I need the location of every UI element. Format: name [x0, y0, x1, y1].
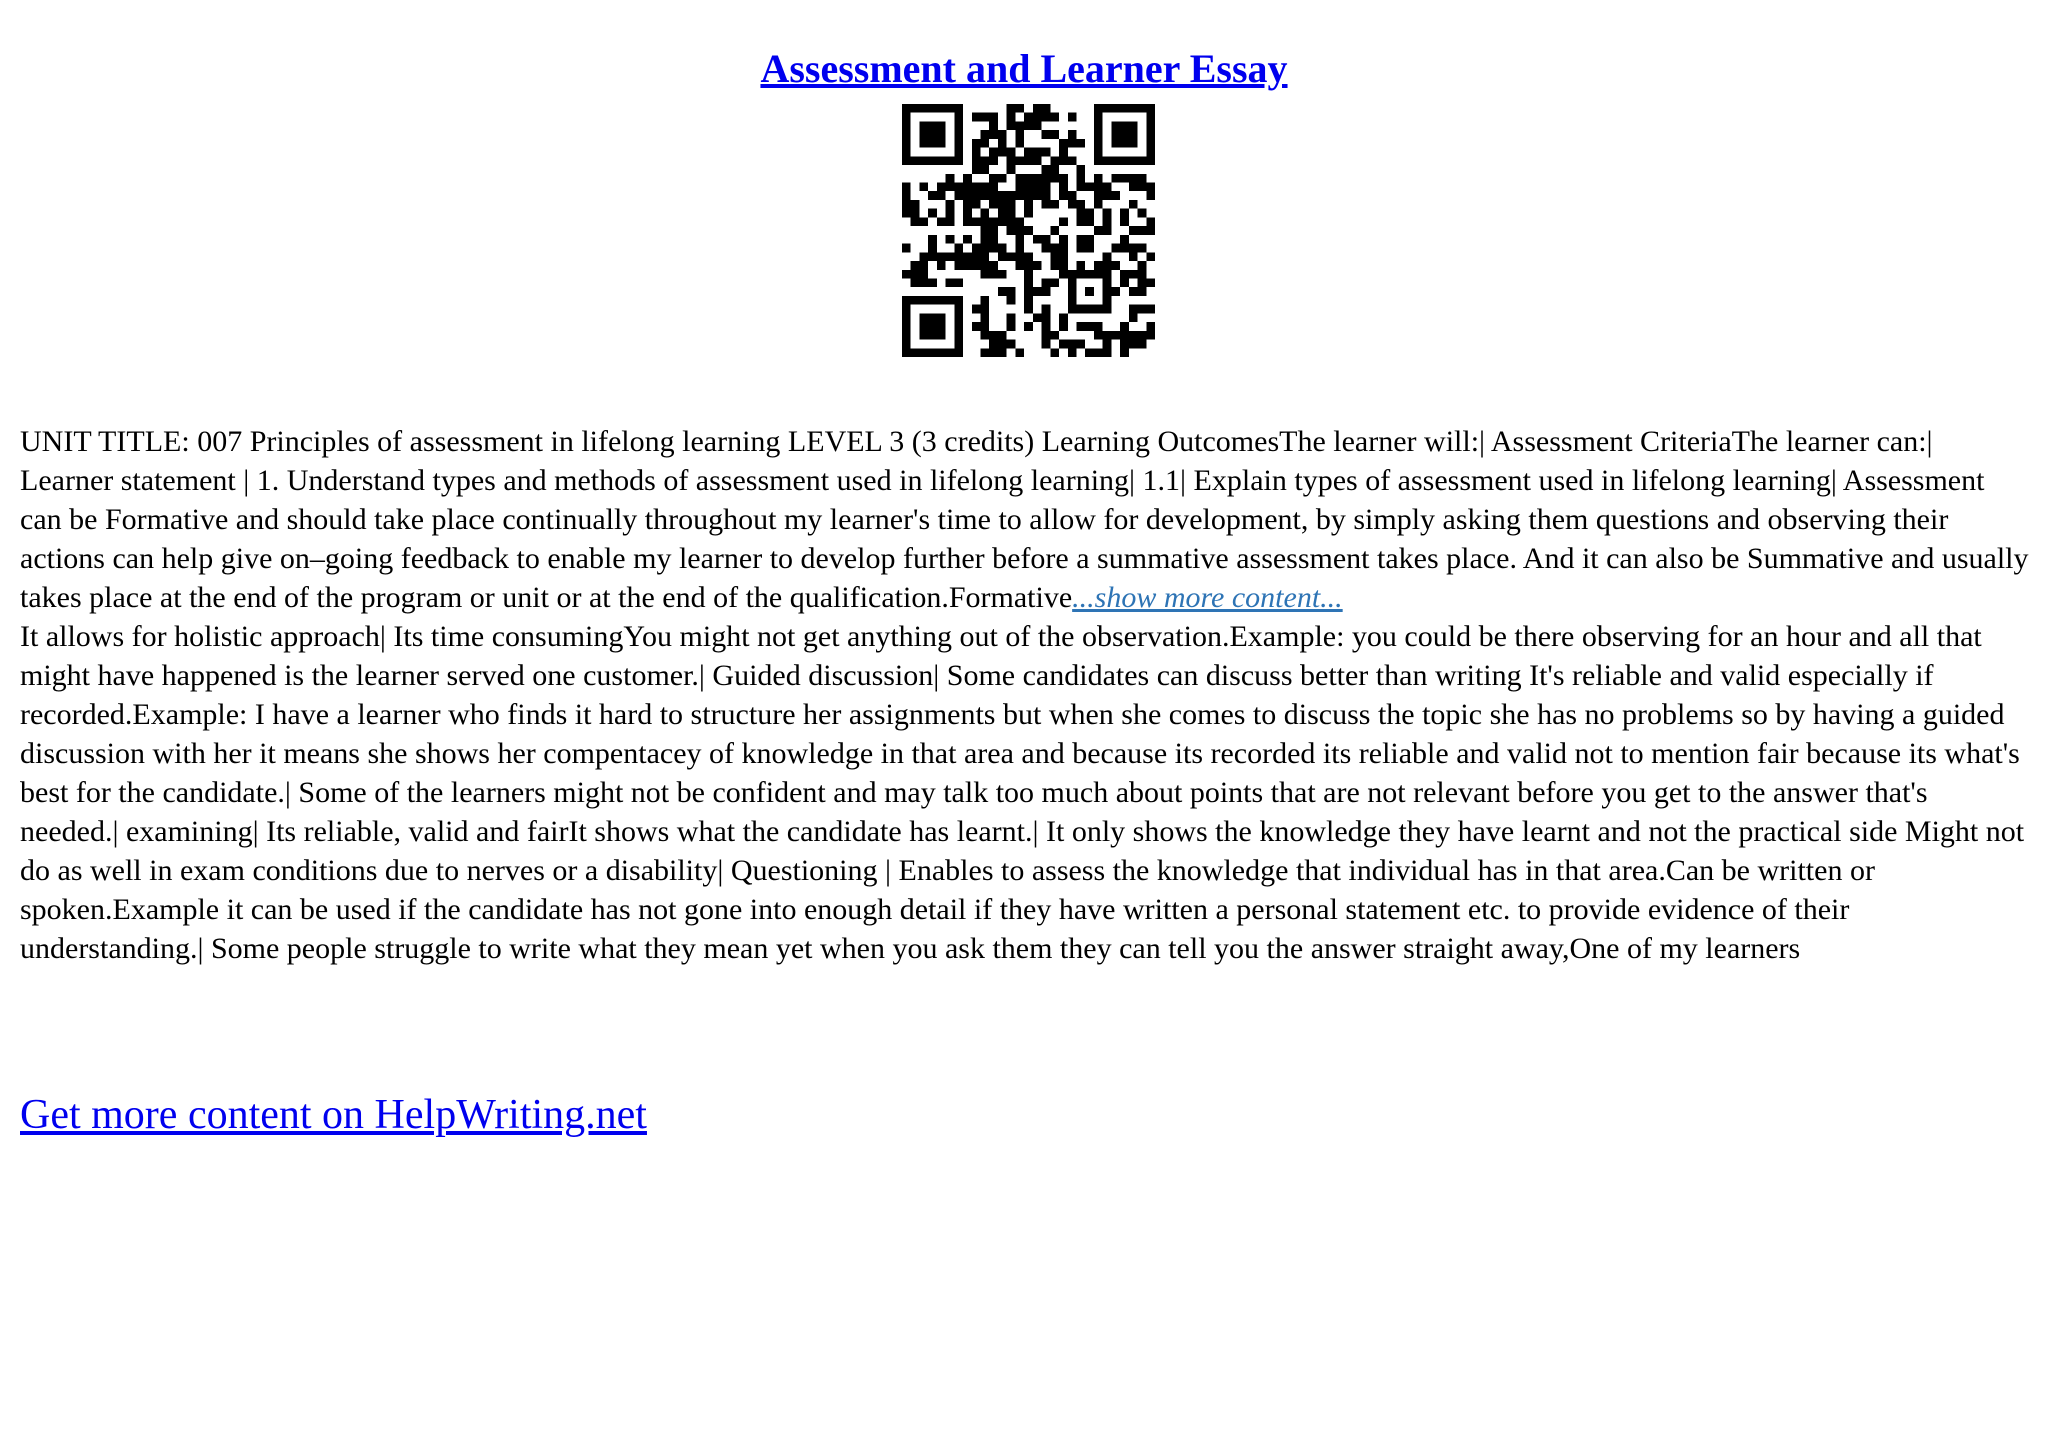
- essay-paragraph-2: It allows for holistic approach| Its time consumingYou might not get anything out of the observation.Example: you could be there observing for an hour and all that might have happened is the learner served one customer.| Guided discussion| Some candidates can discuss better than writing It's reliable and valid especially if recorded.Example: I have a learner who finds it hard to structure her assignments but when she comes to discuss the topic she has no problems so by having a guided discussion with her it means she shows her compentacey of knowledge in that area and because its recorded its reliable and valid not to mention fair because its what's best for the candidate.| Some of the learners might not be confident and may talk too much about points that are not relevant before you get to the answer that's needed.| examining| Its reliable, valid and fairIt shows what the candidate has learnt.| It only shows the knowledge they have learnt and not the practical side Might not do as well in exam conditions due to nerves or a disability| Questioning | Enables to assess the knowledge that individual has in that area.Can be written or spoken.Example it can be used if the candidate has not gone into enough detail if they have written a personal statement etc. to provide evidence of their understanding.| Some people struggle to write what they mean yet when you ask them they can tell you the answer straight away,One of my learners: [20, 620, 2025, 965]
- essay-content: [20, 422, 2030, 968]
- qr-code-graphic: [902, 104, 1155, 357]
- more-content-section: [20, 1088, 647, 1142]
- qr-code-icon: [902, 104, 1155, 357]
- get-more-content-link[interactable]: Get more content on HelpWriting.net: [20, 1092, 647, 1138]
- page-title: [0, 43, 2048, 95]
- title-link[interactable]: Assessment and Learner Essay: [760, 45, 1288, 91]
- essay-paragraph-1: [20, 422, 2030, 617]
- essay-text-1: UNIT TITLE: 007 Principles of assessment in lifelong learning LEVEL 3 (3 credits) Learning OutcomesThe learner will:| Assessment CriteriaThe learner can:| Learner statement | 1. Understand types and methods of assessment used in lifelong learning| 1.1| Explain types of assessment used in lifelong learning| Assessment can be Formative and should take place continually throughout my learner's time to allow for development, by simply asking them questions and observing their actions can help give on–going feedback to enable my learner to develop further before a summative assessment takes place. And it can also be Summative and usually takes place at the end of the program or unit or at the end of the qualification.Formative: [20, 425, 2029, 614]
- show-more-link[interactable]: ...show more content...: [1072, 581, 1343, 614]
